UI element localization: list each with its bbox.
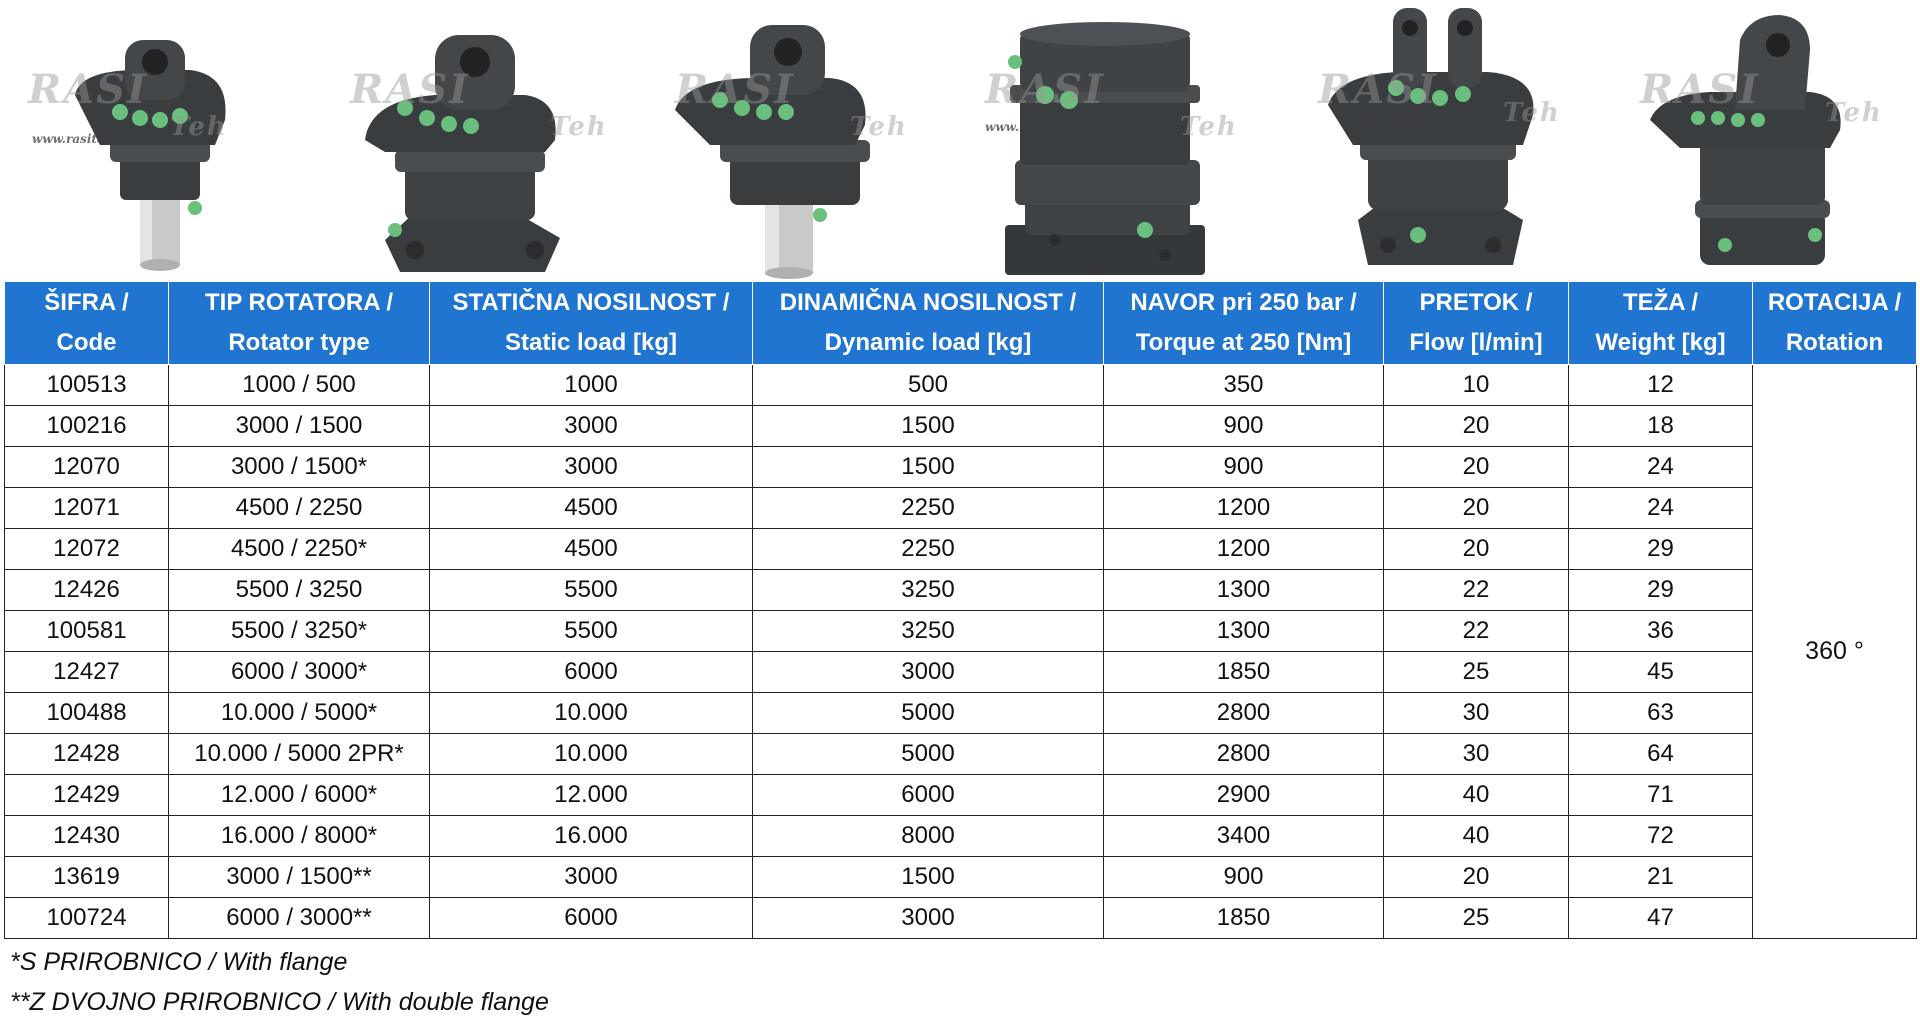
cell-flow: 20 — [1384, 857, 1569, 898]
rotator-flange-icon — [345, 0, 585, 282]
cell-weight: 47 — [1569, 898, 1753, 939]
header-static-load: STATIČNA NOSILNOST / Static load [kg] — [430, 282, 753, 365]
rotator-double-lug-icon — [1318, 0, 1558, 282]
watermark-brand: RASI — [675, 66, 795, 113]
cell-torque: 2800 — [1104, 734, 1384, 775]
cell-rotator-type: 4500 / 2250 — [169, 488, 430, 529]
cell-weight: 72 — [1569, 816, 1753, 857]
cell-rotator-type: 3000 / 1500 — [169, 406, 430, 447]
footnote-double-flange: **Z DVOJNO PRIROBNICO / With double flange — [10, 988, 549, 1016]
cell-dynamic-load: 3250 — [753, 611, 1104, 652]
cell-rotator-type: 3000 / 1500** — [169, 857, 430, 898]
watermark-suffix: Teh — [1503, 98, 1561, 128]
header-code: ŠIFRA / Code — [5, 282, 169, 365]
cell-static-load: 3000 — [430, 857, 753, 898]
cell-static-load: 5500 — [430, 570, 753, 611]
cell-code: 100216 — [5, 406, 169, 447]
cell-weight: 24 — [1569, 447, 1753, 488]
cell-dynamic-load: 5000 — [753, 693, 1104, 734]
cell-static-load: 3000 — [430, 406, 753, 447]
cell-static-load: 1000 — [430, 365, 753, 406]
cell-dynamic-load: 1500 — [753, 406, 1104, 447]
rotator-small-shaft-icon — [20, 0, 240, 282]
watermark-url: www.rasiteh.si — [985, 120, 1082, 134]
cell-flow: 20 — [1384, 447, 1569, 488]
cell-torque: 900 — [1104, 406, 1384, 447]
cell-rotator-type: 6000 / 3000* — [169, 652, 430, 693]
cell-rotator-type: 12.000 / 6000* — [169, 775, 430, 816]
cell-code: 12071 — [5, 488, 169, 529]
watermark-brand: RASI — [350, 66, 470, 113]
cell-dynamic-load: 500 — [753, 365, 1104, 406]
cell-code: 13619 — [5, 857, 169, 898]
watermark-suffix: Teh — [1180, 112, 1238, 142]
cell-rotator-type: 5500 / 3250 — [169, 570, 430, 611]
watermark-brand: RASI — [985, 66, 1105, 113]
cell-dynamic-load: 3000 — [753, 898, 1104, 939]
cell-dynamic-load: 1500 — [753, 857, 1104, 898]
header-rotator-type: TIP ROTATORA / Rotator type — [169, 282, 430, 365]
cell-static-load: 3000 — [430, 447, 753, 488]
cell-flow: 20 — [1384, 488, 1569, 529]
cell-torque: 1300 — [1104, 570, 1384, 611]
cell-code: 12428 — [5, 734, 169, 775]
cell-rotator-type: 1000 / 500 — [169, 365, 430, 406]
cell-code: 12072 — [5, 529, 169, 570]
cell-weight: 29 — [1569, 529, 1753, 570]
cell-static-load: 12.000 — [430, 775, 753, 816]
cell-dynamic-load: 5000 — [753, 734, 1104, 775]
table-body — [5, 365, 1917, 939]
rotator-drum-photo — [985, 0, 1238, 282]
cell-dynamic-load: 3250 — [753, 570, 1104, 611]
cell-torque: 2900 — [1104, 775, 1384, 816]
footnote-single-flange: *S PRIROBNICO / With flange — [10, 948, 348, 976]
cell-flow: 22 — [1384, 570, 1569, 611]
table-row — [5, 570, 1917, 611]
rotator-drum-icon — [985, 0, 1235, 282]
table-row — [5, 898, 1917, 939]
watermark-suffix: Teh — [850, 112, 908, 142]
watermark-suffix: Teh — [550, 112, 608, 142]
header-dynamic-load: DINAMIČNA NOSILNOST / Dynamic load [kg] — [753, 282, 1104, 365]
header-rotation: ROTACIJA / Rotation — [1753, 282, 1917, 365]
cell-weight: 12 — [1569, 365, 1753, 406]
watermark-url: www.rasiteh.si — [32, 132, 129, 146]
cell-torque: 1850 — [1104, 898, 1384, 939]
table-row — [5, 693, 1917, 734]
watermark-brand: RASI — [1640, 66, 1760, 113]
cell-static-load: 16.000 — [430, 816, 753, 857]
table-row — [5, 734, 1917, 775]
cell-dynamic-load: 3000 — [753, 652, 1104, 693]
table-row — [5, 529, 1917, 570]
table-row — [5, 611, 1917, 652]
cell-torque: 1850 — [1104, 652, 1384, 693]
rotator-shaft-icon — [670, 0, 900, 282]
cell-static-load: 6000 — [430, 652, 753, 693]
cell-static-load: 10.000 — [430, 693, 753, 734]
cell-code: 12429 — [5, 775, 169, 816]
table-row — [5, 406, 1917, 447]
watermark-suffix: Teh — [170, 112, 228, 142]
cell-flow: 30 — [1384, 734, 1569, 775]
table-row — [5, 365, 1917, 406]
cell-weight: 18 — [1569, 406, 1753, 447]
cell-torque: 350 — [1104, 365, 1384, 406]
cell-torque: 1200 — [1104, 529, 1384, 570]
cell-code: 12426 — [5, 570, 169, 611]
rotator-3000-photo — [345, 0, 608, 282]
header-flow: PRETOK / Flow [l/min] — [1384, 282, 1569, 365]
cell-weight: 64 — [1569, 734, 1753, 775]
cell-flow: 40 — [1384, 775, 1569, 816]
header-torque: NAVOR pri 250 bar / Torque at 250 [Nm] — [1104, 282, 1384, 365]
cell-weight: 36 — [1569, 611, 1753, 652]
cell-torque: 900 — [1104, 447, 1384, 488]
table-row — [5, 857, 1917, 898]
cell-torque: 3400 — [1104, 816, 1384, 857]
cell-flow: 20 — [1384, 529, 1569, 570]
cell-torque: 1200 — [1104, 488, 1384, 529]
table-header-row — [5, 282, 1917, 365]
cell-dynamic-load: 2250 — [753, 488, 1104, 529]
cell-code: 12427 — [5, 652, 169, 693]
footnotes — [10, 942, 549, 1022]
cell-torque: 2800 — [1104, 693, 1384, 734]
cell-flow: 40 — [1384, 816, 1569, 857]
cell-static-load: 6000 — [430, 898, 753, 939]
table-row — [5, 652, 1917, 693]
cell-code: 100724 — [5, 898, 169, 939]
table-row — [5, 447, 1917, 488]
cell-weight: 45 — [1569, 652, 1753, 693]
cell-torque: 1300 — [1104, 611, 1384, 652]
table-row — [5, 775, 1917, 816]
rotator-spec-table — [4, 281, 1917, 939]
cell-static-load: 5500 — [430, 611, 753, 652]
cell-weight: 29 — [1569, 570, 1753, 611]
cell-flow: 25 — [1384, 898, 1569, 939]
cell-rotator-type: 6000 / 3000** — [169, 898, 430, 939]
cell-flow: 25 — [1384, 652, 1569, 693]
cell-rotator-type: 10.000 / 5000* — [169, 693, 430, 734]
cell-code: 100581 — [5, 611, 169, 652]
rotator-tall-lug-photo — [1640, 0, 1883, 282]
header-weight: TEŽA / Weight [kg] — [1569, 282, 1753, 365]
table-row — [5, 488, 1917, 529]
cell-code: 12070 — [5, 447, 169, 488]
cell-rotator-type: 10.000 / 5000 2PR* — [169, 734, 430, 775]
cell-rotator-type: 4500 / 2250* — [169, 529, 430, 570]
cell-static-load: 4500 — [430, 529, 753, 570]
cell-dynamic-load: 6000 — [753, 775, 1104, 816]
rotator-4500-photo — [670, 0, 908, 282]
rotator-double-lug-photo — [1318, 0, 1561, 282]
product-photo-strip — [0, 0, 1920, 282]
cell-flow: 20 — [1384, 406, 1569, 447]
cell-dynamic-load: 8000 — [753, 816, 1104, 857]
cell-weight: 71 — [1569, 775, 1753, 816]
cell-torque: 900 — [1104, 857, 1384, 898]
cell-flow: 10 — [1384, 365, 1569, 406]
cell-static-load: 4500 — [430, 488, 753, 529]
table-row — [5, 816, 1917, 857]
cell-flow: 30 — [1384, 693, 1569, 734]
cell-dynamic-load: 2250 — [753, 529, 1104, 570]
cell-rotator-type: 3000 / 1500* — [169, 447, 430, 488]
cell-static-load: 10.000 — [430, 734, 753, 775]
cell-code: 12430 — [5, 816, 169, 857]
rotator-tall-lug-icon — [1640, 0, 1880, 282]
cell-weight: 24 — [1569, 488, 1753, 529]
cell-code: 100488 — [5, 693, 169, 734]
watermark-url: www.rasiteh.si — [1348, 116, 1445, 130]
cell-rotator-type: 16.000 / 8000* — [169, 816, 430, 857]
watermark-brand: RASI — [28, 66, 148, 113]
watermark-brand: RASI — [1318, 66, 1438, 113]
cell-dynamic-load: 1500 — [753, 447, 1104, 488]
cell-rotation: 360 ° — [1753, 365, 1917, 939]
cell-weight: 21 — [1569, 857, 1753, 898]
cell-code: 100513 — [5, 365, 169, 406]
cell-rotator-type: 5500 / 3250* — [169, 611, 430, 652]
cell-flow: 22 — [1384, 611, 1569, 652]
cell-weight: 63 — [1569, 693, 1753, 734]
watermark-suffix: Teh — [1825, 98, 1883, 128]
rotator-1000-photo — [20, 0, 240, 282]
